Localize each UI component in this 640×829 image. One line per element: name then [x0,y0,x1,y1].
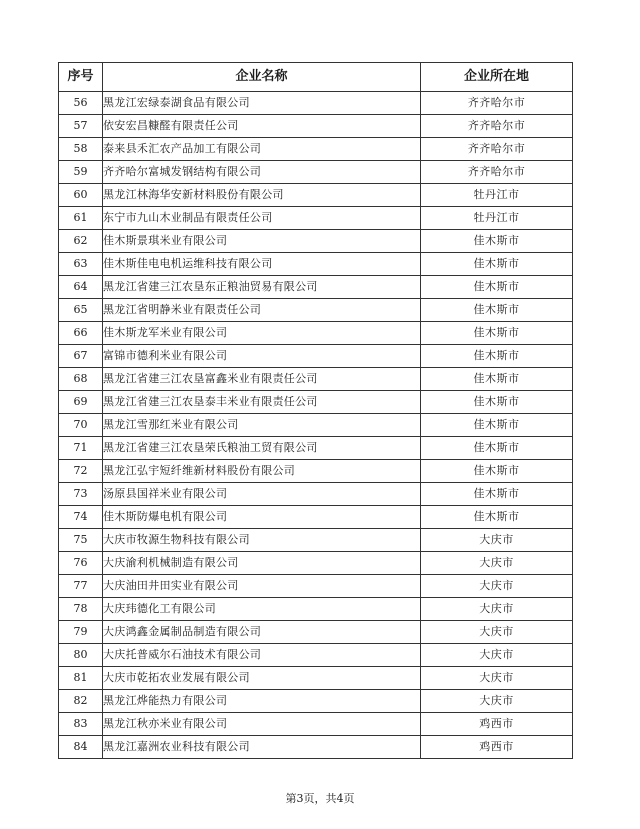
table-row [59,713,573,736]
row-location: 大庆市 [421,529,573,552]
row-company-name: 黑龙江省建三江农垦荣氏粮油工贸有限公司 [103,437,421,460]
row-company-name: 汤原县国祥米业有限公司 [103,483,421,506]
row-location: 佳木斯市 [421,414,573,437]
table-row [59,368,573,391]
row-index: 62 [59,230,103,253]
row-location: 佳木斯市 [421,437,573,460]
header-location: 企业所在地 [421,63,573,92]
row-index: 78 [59,598,103,621]
row-company-name: 大庆托普威尔石油技术有限公司 [103,644,421,667]
row-location: 佳木斯市 [421,322,573,345]
table-row [59,460,573,483]
table-row [59,575,573,598]
row-company-name: 佳木斯龙军米业有限公司 [103,322,421,345]
row-index: 61 [59,207,103,230]
row-index: 57 [59,115,103,138]
enterprise-table [58,62,573,759]
row-index: 63 [59,253,103,276]
table-row [59,690,573,713]
table-row [59,184,573,207]
table-row [59,322,573,345]
row-company-name: 佳木斯佳电电机运维科技有限公司 [103,253,421,276]
row-company-name: 泰来县禾汇农产品加工有限公司 [103,138,421,161]
table-row [59,299,573,322]
row-location: 大庆市 [421,552,573,575]
row-index: 72 [59,460,103,483]
row-location: 佳木斯市 [421,345,573,368]
row-index: 79 [59,621,103,644]
row-location: 齐齐哈尔市 [421,115,573,138]
row-location: 大庆市 [421,644,573,667]
table-row [59,529,573,552]
row-company-name: 依安宏昌糠醛有限责任公司 [103,115,421,138]
row-index: 75 [59,529,103,552]
table-row [59,138,573,161]
table-row [59,644,573,667]
row-company-name: 齐齐哈尔富城发钢结构有限公司 [103,161,421,184]
table-row [59,391,573,414]
row-index: 83 [59,713,103,736]
row-location: 鸡西市 [421,736,573,759]
row-location: 大庆市 [421,667,573,690]
row-index: 58 [59,138,103,161]
row-company-name: 大庆鸿鑫金属制品制造有限公司 [103,621,421,644]
row-company-name: 黑龙江雪那红米业有限公司 [103,414,421,437]
row-location: 佳木斯市 [421,460,573,483]
table-body [59,92,573,759]
row-company-name: 黑龙江省建三江农垦东正粮油贸易有限公司 [103,276,421,299]
row-company-name: 佳木斯景琪米业有限公司 [103,230,421,253]
row-index: 56 [59,92,103,115]
row-location: 佳木斯市 [421,391,573,414]
row-index: 67 [59,345,103,368]
table-row [59,552,573,575]
row-company-name: 富锦市德利米业有限公司 [103,345,421,368]
header-index: 序号 [59,63,103,92]
row-location: 牡丹江市 [421,207,573,230]
row-location: 佳木斯市 [421,506,573,529]
row-company-name: 黑龙江省建三江农垦富鑫米业有限责任公司 [103,368,421,391]
row-index: 60 [59,184,103,207]
row-location: 齐齐哈尔市 [421,138,573,161]
table-row [59,230,573,253]
row-company-name: 黑龙江省建三江农垦泰丰米业有限责任公司 [103,391,421,414]
table-row [59,207,573,230]
row-location: 佳木斯市 [421,276,573,299]
table-row [59,621,573,644]
table-row [59,161,573,184]
row-index: 77 [59,575,103,598]
table-row [59,483,573,506]
table-row [59,115,573,138]
row-index: 71 [59,437,103,460]
page-number: 第3页，共4页 [285,792,355,805]
row-company-name: 大庆渝利机械制造有限公司 [103,552,421,575]
table-row [59,345,573,368]
row-location: 鸡西市 [421,713,573,736]
table-row [59,506,573,529]
row-index: 73 [59,483,103,506]
row-index: 68 [59,368,103,391]
table-row [59,598,573,621]
row-location: 牡丹江市 [421,184,573,207]
row-company-name: 黑龙江宏绿泰湖食品有限公司 [103,92,421,115]
row-index: 65 [59,299,103,322]
table-row [59,667,573,690]
row-index: 74 [59,506,103,529]
row-company-name: 大庆油田井田实业有限公司 [103,575,421,598]
row-company-name: 佳木斯防爆电机有限公司 [103,506,421,529]
row-index: 76 [59,552,103,575]
row-location: 佳木斯市 [421,253,573,276]
row-index: 69 [59,391,103,414]
row-index: 66 [59,322,103,345]
row-location: 佳木斯市 [421,299,573,322]
row-company-name: 黑龙江嘉洲农业科技有限公司 [103,736,421,759]
table-header-row [59,63,573,92]
row-index: 81 [59,667,103,690]
row-company-name: 大庆市乾拓农业发展有限公司 [103,667,421,690]
row-location: 大庆市 [421,621,573,644]
row-company-name: 黑龙江林海华安新材料股份有限公司 [103,184,421,207]
row-location: 齐齐哈尔市 [421,92,573,115]
row-index: 70 [59,414,103,437]
row-index: 84 [59,736,103,759]
row-company-name: 黑龙江烨能热力有限公司 [103,690,421,713]
row-index: 82 [59,690,103,713]
table-row [59,276,573,299]
row-index: 59 [59,161,103,184]
table-row [59,253,573,276]
table-row [59,414,573,437]
row-company-name: 黑龙江弘宇短纤维新材料股份有限公司 [103,460,421,483]
row-location: 大庆市 [421,598,573,621]
row-company-name: 大庆玮德化工有限公司 [103,598,421,621]
table-row [59,92,573,115]
row-company-name: 黑龙江省明静米业有限责任公司 [103,299,421,322]
table-row [59,736,573,759]
row-location: 佳木斯市 [421,230,573,253]
row-location: 齐齐哈尔市 [421,161,573,184]
row-index: 80 [59,644,103,667]
row-location: 佳木斯市 [421,483,573,506]
row-company-name: 东宁市九山木业制品有限责任公司 [103,207,421,230]
row-company-name: 大庆市牧源生物科技有限公司 [103,529,421,552]
row-location: 佳木斯市 [421,368,573,391]
row-location: 大庆市 [421,575,573,598]
row-index: 64 [59,276,103,299]
header-name: 企业名称 [103,63,421,92]
row-location: 大庆市 [421,690,573,713]
table-row [59,437,573,460]
row-company-name: 黑龙江秋亦米业有限公司 [103,713,421,736]
